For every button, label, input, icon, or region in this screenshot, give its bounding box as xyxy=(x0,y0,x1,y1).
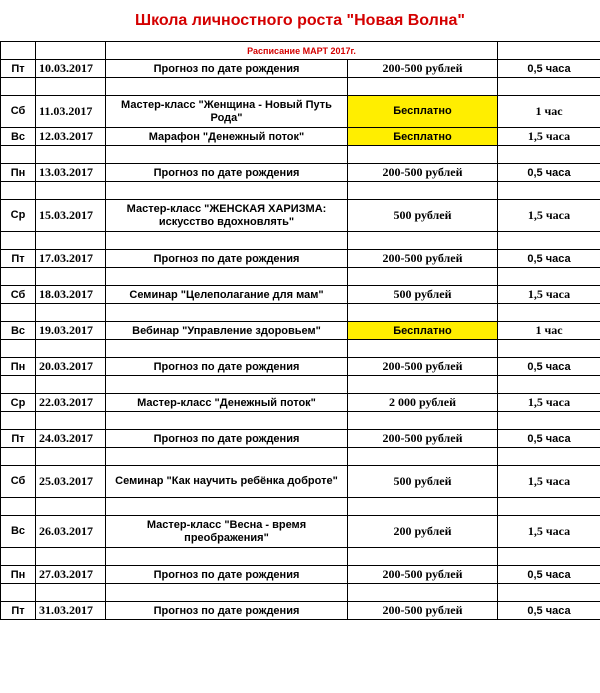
price-cell: Бесплатно xyxy=(348,96,498,128)
price-cell: 200-500 рублей xyxy=(348,60,498,78)
date-cell: 31.03.2017 xyxy=(36,602,106,620)
price-cell: 500 рублей xyxy=(348,200,498,232)
spacer-row xyxy=(1,268,600,286)
table-row xyxy=(1,516,600,548)
date-cell: 25.03.2017 xyxy=(36,466,106,498)
event-cell: Мастер-класс "Весна - время преображения" xyxy=(106,516,348,548)
date-cell: 15.03.2017 xyxy=(36,200,106,232)
duration-cell: 0,5 часа xyxy=(498,164,600,182)
price-cell: 200 рублей xyxy=(348,516,498,548)
event-cell: Прогноз по дате рождения xyxy=(106,250,348,268)
table-row xyxy=(1,96,600,128)
date-cell: 13.03.2017 xyxy=(36,164,106,182)
day-cell: Пт xyxy=(1,250,36,268)
duration-cell: 0,5 часа xyxy=(498,250,600,268)
event-cell: Семинар "Целеполагание для мам" xyxy=(106,286,348,304)
day-cell: Вс xyxy=(1,128,36,146)
duration-cell: 0,5 часа xyxy=(498,566,600,584)
price-cell: 200-500 рублей xyxy=(348,250,498,268)
date-cell: 24.03.2017 xyxy=(36,430,106,448)
schedule-subtitle: Расписание МАРТ 2017г. xyxy=(106,42,498,60)
table-row xyxy=(1,602,600,620)
day-cell: Вс xyxy=(1,322,36,340)
day-cell: Ср xyxy=(1,200,36,232)
table-row xyxy=(1,60,600,78)
date-cell: 11.03.2017 xyxy=(36,96,106,128)
table-row xyxy=(1,566,600,584)
day-cell: Пт xyxy=(1,60,36,78)
duration-cell: 1 час xyxy=(498,96,600,128)
price-cell: 200-500 рублей xyxy=(348,602,498,620)
event-cell: Прогноз по дате рождения xyxy=(106,602,348,620)
date-cell: 27.03.2017 xyxy=(36,566,106,584)
day-cell: Пн xyxy=(1,566,36,584)
table-row xyxy=(1,250,600,268)
spacer-row xyxy=(1,412,600,430)
duration-cell: 1,5 часа xyxy=(498,516,600,548)
duration-cell: 1 час xyxy=(498,322,600,340)
table-row xyxy=(1,358,600,376)
page-title: Школа личностного роста "Новая Волна" xyxy=(135,12,465,29)
day-cell: Пн xyxy=(1,164,36,182)
price-cell: 2 000 рублей xyxy=(348,394,498,412)
spacer-row xyxy=(1,146,600,164)
event-cell: Мастер-класс "Денежный поток" xyxy=(106,394,348,412)
event-cell: Семинар "Как научить ребёнка доброте" xyxy=(106,466,348,498)
day-cell: Вс xyxy=(1,516,36,548)
spacer-row xyxy=(1,548,600,566)
duration-cell: 0,5 часа xyxy=(498,60,600,78)
table-row xyxy=(1,164,600,182)
table-row xyxy=(1,286,600,304)
spacer-row xyxy=(1,78,600,96)
price-cell: Бесплатно xyxy=(348,128,498,146)
duration-cell: 0,5 часа xyxy=(498,430,600,448)
day-cell: Сб xyxy=(1,286,36,304)
day-cell: Пт xyxy=(1,602,36,620)
duration-cell: 0,5 часа xyxy=(498,602,600,620)
date-cell: 17.03.2017 xyxy=(36,250,106,268)
duration-cell: 1,5 часа xyxy=(498,466,600,498)
table-row xyxy=(1,430,600,448)
date-cell: 12.03.2017 xyxy=(36,128,106,146)
schedule-subtitle-row xyxy=(1,42,600,60)
spacer-row xyxy=(1,498,600,516)
spacer-row xyxy=(1,376,600,394)
event-cell: Прогноз по дате рождения xyxy=(106,164,348,182)
date-cell: 26.03.2017 xyxy=(36,516,106,548)
schedule-table xyxy=(0,41,600,620)
duration-cell: 0,5 часа xyxy=(498,358,600,376)
day-cell: Сб xyxy=(1,466,36,498)
table-row xyxy=(1,200,600,232)
table-row xyxy=(1,322,600,340)
event-cell: Прогноз по дате рождения xyxy=(106,430,348,448)
event-cell: Прогноз по дате рождения xyxy=(106,566,348,584)
spacer-row xyxy=(1,182,600,200)
price-cell: 500 рублей xyxy=(348,286,498,304)
price-cell: 200-500 рублей xyxy=(348,164,498,182)
event-cell: Вебинар "Управление здоровьем" xyxy=(106,322,348,340)
day-cell: Пн xyxy=(1,358,36,376)
day-cell: Сб xyxy=(1,96,36,128)
event-cell: Мастер-класс "Женщина - Новый Путь Рода" xyxy=(106,96,348,128)
spacer-row xyxy=(1,340,600,358)
spacer-row xyxy=(1,304,600,322)
date-cell: 19.03.2017 xyxy=(36,322,106,340)
date-cell: 10.03.2017 xyxy=(36,60,106,78)
spacer-row xyxy=(1,448,600,466)
price-cell: 500 рублей xyxy=(348,466,498,498)
duration-cell: 1,5 часа xyxy=(498,286,600,304)
table-row xyxy=(1,466,600,498)
duration-cell: 1,5 часа xyxy=(498,128,600,146)
price-cell: 200-500 рублей xyxy=(348,430,498,448)
date-cell: 22.03.2017 xyxy=(36,394,106,412)
table-row xyxy=(1,394,600,412)
day-cell: Пт xyxy=(1,430,36,448)
price-cell: 200-500 рублей xyxy=(348,566,498,584)
event-cell: Марафон "Денежный поток" xyxy=(106,128,348,146)
date-cell: 18.03.2017 xyxy=(36,286,106,304)
spacer-row xyxy=(1,232,600,250)
day-cell: Ср xyxy=(1,394,36,412)
duration-cell: 1,5 часа xyxy=(498,200,600,232)
price-cell: Бесплатно xyxy=(348,322,498,340)
spacer-row xyxy=(1,584,600,602)
event-cell: Прогноз по дате рождения xyxy=(106,60,348,78)
price-cell: 200-500 рублей xyxy=(348,358,498,376)
table-row xyxy=(1,128,600,146)
event-cell: Прогноз по дате рождения xyxy=(106,358,348,376)
date-cell: 20.03.2017 xyxy=(36,358,106,376)
duration-cell: 1,5 часа xyxy=(498,394,600,412)
event-cell: Мастер-класс "ЖЕНСКАЯ ХАРИЗМА: искусство вдохновлять" xyxy=(106,200,348,232)
